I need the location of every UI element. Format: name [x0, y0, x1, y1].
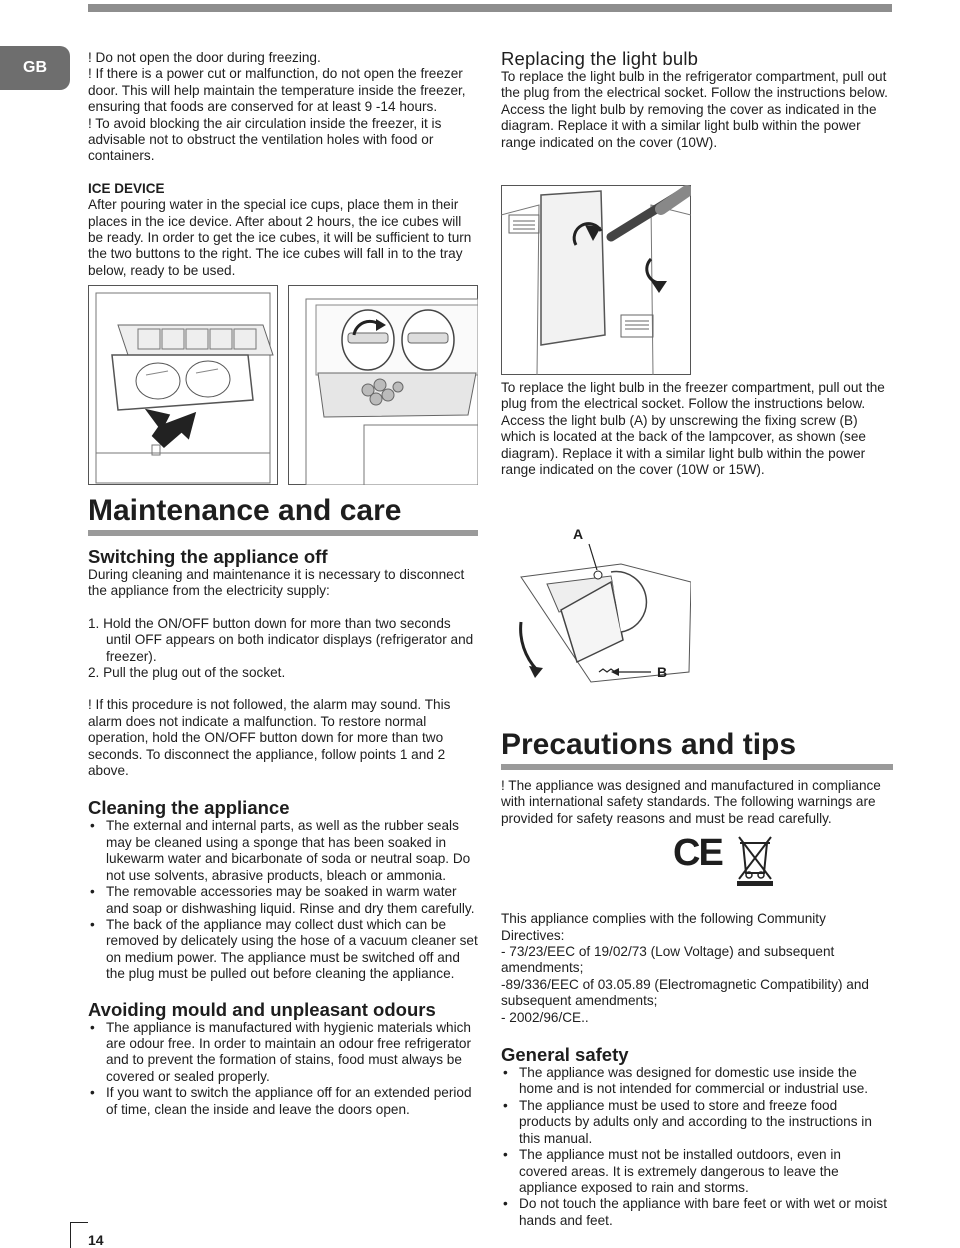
list-item: • The back of the appliance may collect dust which can be removed by delicately using the hose of a vacuum cleaner set on medium power. The appliance must be switched off and the plug must be pulled out before cleaning the appliance. — [88, 917, 478, 983]
bulb-freezer-paragraph: To replace the light bulb in the freezer compartment, pull out the plug from the electrical socket. Follow the instructions below. — [501, 380, 885, 412]
weee-bin-icon — [735, 833, 775, 887]
list-item: • If you want to switch the appliance off for an extended period of time, clean the inside and leave the doors open. — [88, 1085, 478, 1118]
alarm-note: ! If this procedure is not followed, the alarm may sound. This alarm does not indicate a malfunction. To restore normal operation, hold the ON/OFF button down for more than two seconds. To disconnect the appliance, follow points 1 and 2 above. — [88, 697, 451, 779]
mould-list — [88, 1020, 478, 1118]
list-item: • The external and internal parts, as well as the rubber seals may be cleaned using a sponge that has been soaked in lukewarm water and bicarbonate of soda or neutral soap. Do not use solvents, abrasive products, bleach or ammonia. — [88, 818, 478, 884]
mould-title: Avoiding mould and unpleasant odours — [88, 998, 436, 1020]
switching-off-title: Switching the appliance off — [88, 546, 328, 567]
ice-device-title: ICE DEVICE — [88, 180, 165, 196]
list-item: • The appliance must be used to store and freeze food products by adults only and according to the instructions in this manual. — [501, 1098, 893, 1147]
intro-paragraph: ! To avoid blocking the air circulation inside the freezer, it is advisable not to obstruct the ventilation holes with food or containers. — [88, 115, 442, 164]
light-bulb-section — [501, 48, 893, 151]
ce-mark: CE — [673, 832, 722, 875]
ice-tray-illustration — [88, 285, 278, 485]
directives-paragraph: -89/336/EEC of 03.05.89 (Electromagnetic Compatibility) and subsequent amendments; — [501, 976, 869, 1009]
page-number: 14 — [88, 1232, 104, 1248]
ice-device-text: After pouring water in the special ice cups, place them in their places in the ice device. After about 2 hours, the ice cubes will be ready. In order to get the ice cubes, it will be sufficient to turn the two buttons to the right. The ice cubes will fall in to the tray below, ready to be used. — [88, 197, 472, 278]
switching-off-text: During cleaning and maintenance it is necessary to disconnect the appliance from the electricity supply: — [88, 567, 465, 599]
ice-tray-figure — [88, 285, 278, 485]
maintenance-section — [88, 494, 478, 1118]
bulb-fridge-paragraph: Access the light bulb by removing the cover as indicated in the diagram. Replace it with a similar light bulb within the power range indicated on the cover (10W). — [501, 101, 877, 150]
ice-knobs-illustration — [288, 285, 478, 485]
list-item: • The removable accessories may be soaked in warm water and soap or dishwashing liquid. Rinse and dry them carefully. — [88, 884, 478, 917]
intro-paragraph: ! Do not open the door during freezing. — [88, 50, 321, 65]
compliance-marks — [501, 827, 893, 899]
bulb-freezer-paragraph: Access the light bulb (A) by unscrewing the fixing screw (B) which is located at the back of the lampcover, as shown (see diagram). Replace it with a similar light bulb within the power range indicated on the cover (10W or 15W). — [501, 412, 866, 478]
precautions-title: Precautions and tips — [501, 728, 893, 770]
label-a: A — [573, 526, 584, 542]
switch-off-steps — [88, 616, 478, 682]
list-item: • The appliance must not be installed outdoors, even in covered areas. It is extremely dangerous to leave the appliance exposed to rain and storms. — [501, 1147, 893, 1196]
precautions-intro: ! The appliance was designed and manufactured in compliance with international safety standards. The following warnings are provided for safety reasons and must be read carefully. — [501, 778, 881, 826]
general-safety-title: General safety — [501, 1044, 629, 1066]
directives-paragraph: - 73/23/EEC of 19/02/73 (Low Voltage) and subsequent amendments; — [501, 944, 835, 976]
label-b: B — [657, 664, 668, 680]
fridge-bulb-figure — [501, 185, 691, 375]
language-tab: GB — [0, 46, 70, 90]
bulb-fridge-paragraph: To replace the light bulb in the refrigerator compartment, pull out the plug from the electrical socket. Follow the instructions below. — [501, 69, 888, 101]
footer-line — [70, 1222, 88, 1223]
cleaning-list — [88, 818, 478, 982]
top-rule — [88, 4, 892, 12]
intro-paragraph: ! If there is a power cut or malfunction, do not open the freezer door. This will help maintain the temperature inside the freezer, ensuring that foods are conserved for at least 9 -14 hours. — [88, 66, 466, 115]
freezer-bulb-text — [501, 380, 893, 478]
left-intro — [88, 50, 478, 279]
footer-rule — [70, 1222, 71, 1248]
fridge-bulb-illustration — [501, 185, 691, 375]
general-safety-list — [501, 1065, 893, 1229]
maintenance-title: Maintenance and care — [88, 494, 478, 536]
list-item: • The appliance was designed for domestic use inside the home and is not intended for commercial or industrial use. — [501, 1065, 893, 1098]
precautions-section — [501, 728, 893, 1229]
step-item: 1. Hold the ON/OFF button down for more than two seconds until OFF appears on both indicator displays (refrigerator and freezer). — [88, 615, 474, 664]
freezer-bulb-figure — [501, 522, 691, 692]
step-item: 2. Pull the plug out of the socket. — [88, 665, 286, 681]
light-bulb-title: Replacing the light bulb — [501, 48, 699, 69]
directives-paragraph: This appliance complies with the following Community Directives: — [501, 911, 826, 943]
directives-paragraph: - 2002/96/CE.. — [501, 1009, 589, 1025]
list-item: • Do not touch the appliance with bare feet or with wet or moist hands and feet. — [501, 1196, 893, 1229]
cleaning-title: Cleaning the appliance — [88, 797, 290, 819]
ice-knobs-figure — [288, 285, 478, 485]
list-item: • The appliance is manufactured with hygienic materials which are odour free. In order to maintain an odour free refrigerator and to prevent the formation of stains, food must always be covered or sealed properly. — [88, 1020, 478, 1086]
